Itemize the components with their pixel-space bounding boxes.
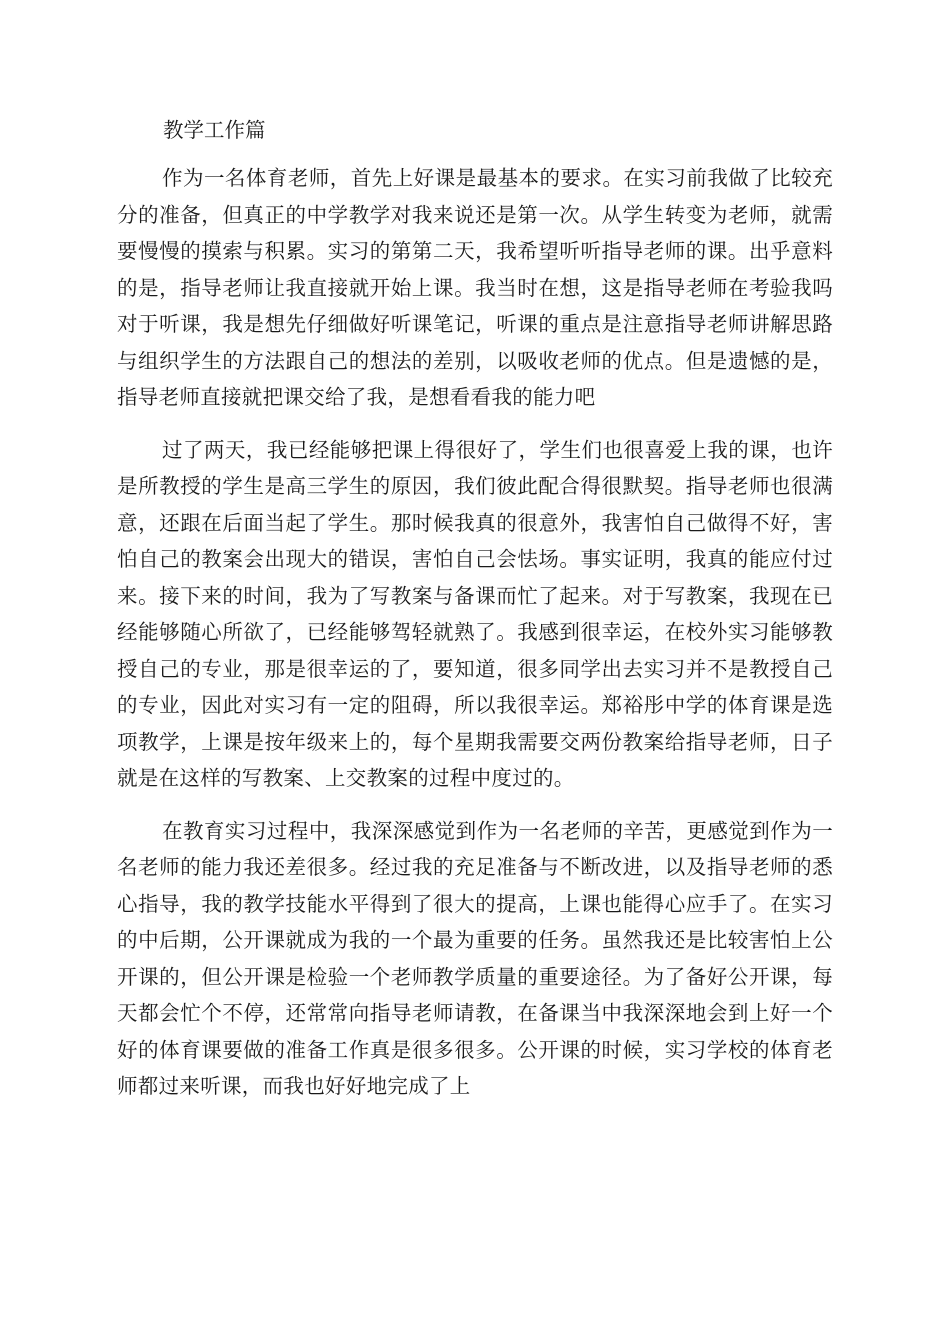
paragraph-1: 作为一名体育老师，首先上好课是最基本的要求。在实习前我做了比较充分的准备，但真正的中学教学对我来说还是第一次。从学生转变为老师，就需要慢慢的摸索与积累。实习的第第二天，我希望听听指导老师的课。出乎意料的是，指导老师让我直接就开始上课。我当时在想，这是指导老师在考验我吗对于听课，我是想先仔细做好听课笔记，听课的重点是注意指导老师讲解思路与组织学生的方法跟自己的想法的差别，以吸收老师的优点。但是遗憾的是，指导老师直接就把课交给了我，是想看看我的能力吧 bbox=[117, 166, 833, 409]
section-title: 教学工作篇 bbox=[163, 118, 266, 142]
paragraph-2: 过了两天，我已经能够把课上得很好了，学生们也很喜爱上我的课，也许是所教授的学生是高三学生的原因，我们彼此配合得很默契。指导老师也很满意，还跟在后面当起了学生。那时候我真的很意外，我害怕自己做得不好，害怕自己的教案会出现大的错误，害怕自己会怯场。事实证明，我真的能应付过来。接下来的时间，我为了写教案与备课而忙了起来。对于写教案，我现在已经能够随心所欲了，已经能够驾轻就熟了。我感到很幸运，在校外实习能够教授自己的专业，那是很幸运的了，要知道，很多同学出去实习并不是教授自己的专业，因此对实习有一定的阻碍，所以我很幸运。郑裕彤中学的体育课是选项教学，上课是按年级来上的，每个星期我需要交两份教案给指导老师，日子就是在这样的写教案、上交教案的过程中度过的。 bbox=[117, 437, 833, 790]
paragraph-3: 在教育实习过程中，我深深感觉到作为一名老师的辛苦，更感觉到作为一名老师的能力我还差很多。经过我的充足准备与不断改进，以及指导老师的悉心指导，我的教学技能水平得到了很大的提高，上课也能得心应手了。在实习的中后期，公开课就成为我的一个最为重要的任务。虽然我还是比较害怕上公开课的，但公开课是检验一个老师教学质量的重要途径。为了备好公开课，每天都会忙个不停，还常常向指导老师请教，在备课当中我深深地会到上好一个好的体育课要做的准备工作真是很多很多。公开课的时候，实习学校的体育老师都过来听课，而我也好好地完成了上 bbox=[117, 818, 833, 1098]
document-page bbox=[117, 112, 833, 1121]
